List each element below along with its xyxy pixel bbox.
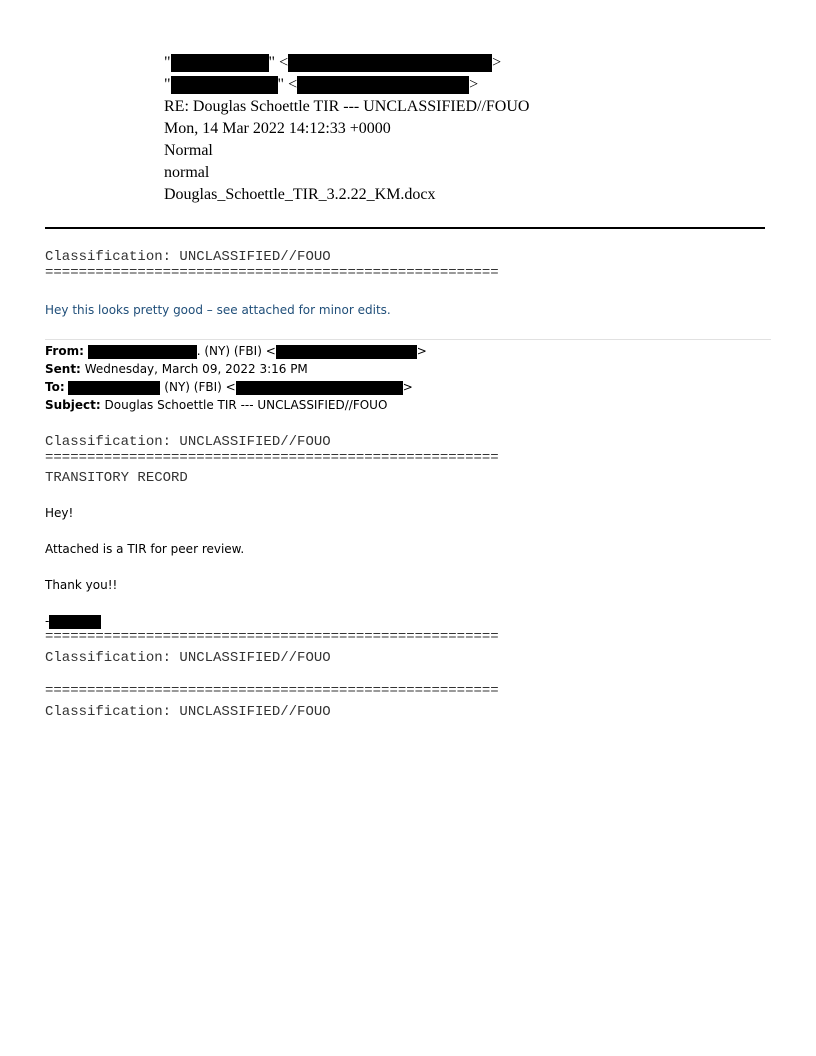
angle-close: > bbox=[492, 54, 502, 71]
redaction-box bbox=[49, 615, 101, 629]
angle-close: > bbox=[416, 344, 427, 358]
quote-open: " bbox=[164, 76, 171, 93]
quote-close: " < bbox=[277, 76, 298, 93]
header-date-value: Mon, 14 Mar 2022 14:12:33 +0000 bbox=[164, 120, 391, 137]
classification-bottom: Classification: UNCLASSIFIED//FOUO bbox=[45, 704, 331, 720]
angle-close: > bbox=[469, 76, 479, 93]
redaction-box bbox=[297, 76, 469, 94]
angle-close: > bbox=[402, 380, 413, 394]
quoted-thanks: Thank you!! bbox=[45, 578, 118, 592]
separator-line: ====================================================== bbox=[45, 629, 499, 645]
header-subject-value: RE: Douglas Schoettle TIR --- UNCLASSIFIED//FOUO bbox=[164, 98, 530, 115]
redaction-box bbox=[236, 381, 403, 395]
classification-top: Classification: UNCLASSIFIED//FOUO bbox=[45, 249, 331, 265]
quoted-to-label: To: bbox=[45, 380, 65, 394]
redaction-box bbox=[276, 345, 417, 359]
quoted-to-suffix: (NY) (FBI) < bbox=[160, 380, 236, 394]
header-importance-value: Normal bbox=[164, 142, 213, 159]
separator-line: ====================================================== bbox=[45, 683, 499, 699]
quoted-subject-value: Douglas Schoettle TIR --- UNCLASSIFIED//FOUO bbox=[104, 398, 388, 412]
quoted-to-row bbox=[45, 378, 413, 396]
quoted-from-row bbox=[45, 342, 427, 360]
quoted-from-suffix: . (NY) (FBI) < bbox=[196, 344, 276, 358]
reply-text: Hey this looks pretty good – see attached for minor edits. bbox=[45, 303, 391, 317]
quote-close: " < bbox=[268, 54, 289, 71]
quoted-sent-label: Sent: bbox=[45, 362, 81, 376]
quoted-subject-label: Subject: bbox=[45, 398, 101, 412]
header-attachments-value: Douglas_Schoettle_TIR_3.2.22_KM.docx bbox=[164, 186, 436, 203]
quoted-greeting: Hey! bbox=[45, 506, 74, 520]
separator-line: ====================================================== bbox=[45, 265, 499, 281]
quoted-sent-value: Wednesday, March 09, 2022 3:16 PM bbox=[84, 362, 308, 376]
quoted-classification-end: Classification: UNCLASSIFIED//FOUO bbox=[45, 650, 331, 666]
redaction-box bbox=[88, 345, 197, 359]
header-divider bbox=[45, 227, 765, 229]
header-priority-value: normal bbox=[164, 164, 210, 181]
header-to-value bbox=[164, 74, 478, 96]
quoted-classification: Classification: UNCLASSIFIED//FOUO bbox=[45, 434, 331, 450]
transitory-record: TRANSITORY RECORD bbox=[45, 470, 188, 486]
quoted-divider bbox=[45, 339, 771, 340]
signature-dash: - bbox=[45, 614, 50, 628]
redaction-box bbox=[171, 76, 278, 94]
separator-line: ====================================================== bbox=[45, 450, 499, 466]
redaction-box bbox=[288, 54, 492, 72]
quoted-message: Attached is a TIR for peer review. bbox=[45, 542, 245, 556]
quoted-sent-row bbox=[45, 360, 308, 378]
quote-open: " bbox=[164, 54, 171, 71]
quoted-from-label: From: bbox=[45, 344, 84, 358]
redaction-box bbox=[68, 381, 160, 395]
quoted-subject-row bbox=[45, 396, 387, 414]
header-from-value bbox=[164, 52, 501, 74]
redaction-box bbox=[171, 54, 269, 72]
